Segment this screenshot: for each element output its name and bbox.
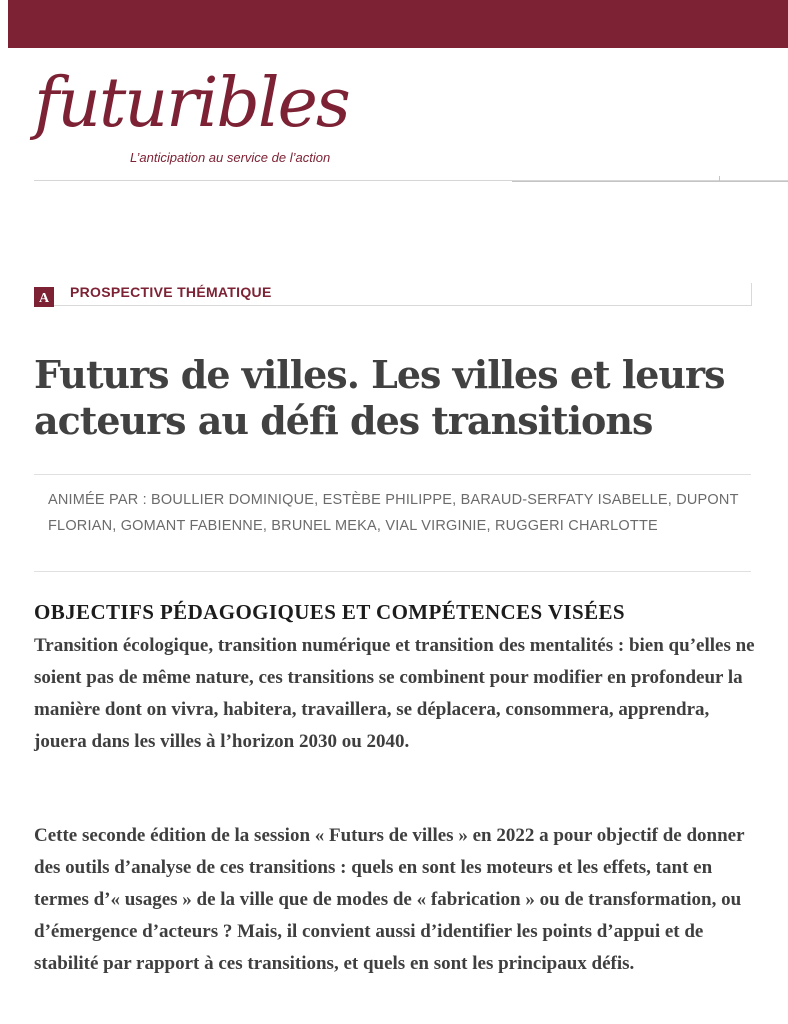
rubric-bar: [34, 283, 752, 306]
header-divider-tick: [719, 176, 720, 182]
top-banner: [8, 0, 788, 48]
authors-list: ANIMÉE PAR : BOULLIER DOMINIQUE, ESTÈBE PHILIPPE, BARAUD-SERFATY ISABELLE, DUPONT FLORIAN, GOMANT FABIENNE, BRUNEL MEKA, VIAL VIRGINIE, RUGGERI CHARLOTTE: [48, 492, 739, 534]
site-logo[interactable]: futuribles: [34, 64, 349, 143]
rubric-link[interactable]: PROSPECTIVE THÉMATIQUE: [70, 284, 272, 300]
article-title: Futurs de villes. Les villes et leurs acteurs au défi des transitions: [34, 352, 725, 443]
rubric-badge: A: [34, 287, 54, 307]
section-heading: OBJECTIFS PÉDAGOGIQUES ET COMPÉTENCES VISÉES: [34, 600, 625, 624]
paragraph-objectives: Transition écologique, transition numérique et transition des mentalités : bien qu’elles ne soient pas de même nature, ces transitions se combinent pour modifier en profondeur la manière dont on vivra, habitera, travaillera, se déplacera, consommera, apprendra, jouera dans les villes à l’horizon 2030 ou 2040.: [34, 635, 755, 752]
authors-block: [34, 474, 751, 572]
header-divider-secondary: [512, 181, 788, 182]
site-tagline: L’anticipation au service de l’action: [130, 150, 331, 165]
paragraph-session: Cette seconde édition de la session « Futurs de villes » en 2022 a pour objectif de donner des outils d’analyse de ces transitions : quels en sont les moteurs et les effets, tant en termes d’« usages » de la ville que de modes de « fabrication » ou de transformation, ou d’émergence d’acteurs ? Mais, il convient aussi d’identifier les points d’appui et de stabilité par rapport à ces transitions, et quels en sont les principaux défis.: [34, 825, 745, 974]
